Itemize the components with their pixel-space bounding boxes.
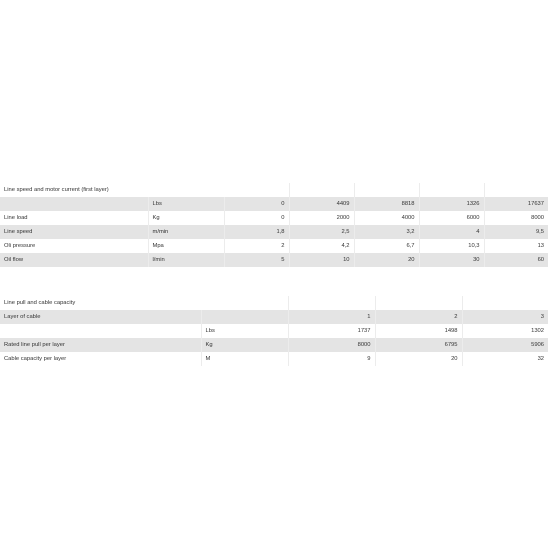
cell: 2,5 [289, 225, 354, 239]
cell: 1326 [419, 197, 484, 211]
table-row [0, 324, 548, 338]
cell: 4,2 [289, 239, 354, 253]
cell: 9,5 [484, 225, 548, 239]
cell: 8000 [531, 215, 545, 221]
cell: 2 [224, 239, 289, 253]
row-unit: Mpa [148, 239, 224, 253]
row-unit: l/min [148, 253, 224, 267]
cell: 10 [289, 253, 354, 267]
cell: 20 [375, 352, 462, 366]
cell: 2000 [289, 211, 354, 225]
table-title: Line pull and cable capacity [0, 296, 288, 310]
cell: 10,3 [419, 239, 484, 253]
row-label: Line load [0, 211, 148, 225]
table-row [0, 211, 548, 225]
table-row [0, 225, 548, 239]
row-unit: m/min [148, 225, 224, 239]
row-label [0, 197, 148, 211]
cell: 1737 [288, 324, 375, 338]
cell: 6,7 [354, 239, 419, 253]
table-row [0, 197, 548, 211]
cell: 5 [224, 253, 289, 267]
cell: 4409 [289, 197, 354, 211]
row-unit: Lbs [148, 197, 224, 211]
row-label: Line speed [0, 225, 148, 239]
cell: 9 [288, 352, 375, 366]
cell: 1498 [375, 324, 462, 338]
table-row [0, 253, 548, 267]
cell: 5906 [462, 338, 548, 352]
table-row [0, 352, 548, 366]
cell: 0 [224, 197, 289, 211]
row-unit: Kg [201, 338, 288, 352]
cell: 20 [354, 253, 419, 267]
cell: 3,2 [354, 225, 419, 239]
line-pull-table [0, 296, 548, 366]
cell: 2 [375, 310, 462, 324]
cell: 0 [224, 211, 289, 225]
cell: 30 [419, 253, 484, 267]
cell: 32 [537, 356, 545, 362]
cell: 1302 [531, 328, 545, 334]
row-label: Rated line pull per layer [0, 338, 201, 352]
table-row [0, 338, 548, 352]
table-title: Line speed and motor current (first layer) [0, 183, 289, 197]
cell: 17637 [484, 197, 548, 211]
cell: 3 [462, 310, 548, 324]
row-label: Cable capacity per layer [0, 352, 201, 366]
cell: 6000 [419, 211, 484, 225]
row-unit: M [201, 352, 288, 366]
line-speed-table [0, 183, 548, 267]
cell: 8818 [354, 197, 419, 211]
cell: 13 [537, 243, 545, 249]
table-row [0, 310, 548, 324]
row-label: Oil flow [0, 253, 148, 267]
cell: 6795 [375, 338, 462, 352]
row-label: Oli pressure [0, 239, 148, 253]
row-unit [201, 310, 288, 324]
row-unit: Kg [148, 211, 224, 225]
row-label [0, 324, 201, 338]
cell: 1,8 [224, 225, 289, 239]
row-unit: Lbs [201, 324, 288, 338]
cell: 1 [288, 310, 375, 324]
cell: 4 [419, 225, 484, 239]
table-title-row [0, 183, 548, 197]
row-label: Layer of cable [0, 310, 201, 324]
cell: 4000 [354, 211, 419, 225]
cell: 60 [484, 253, 548, 267]
cell: 8000 [288, 338, 375, 352]
table-title-row [0, 296, 548, 310]
table-row [0, 239, 548, 253]
